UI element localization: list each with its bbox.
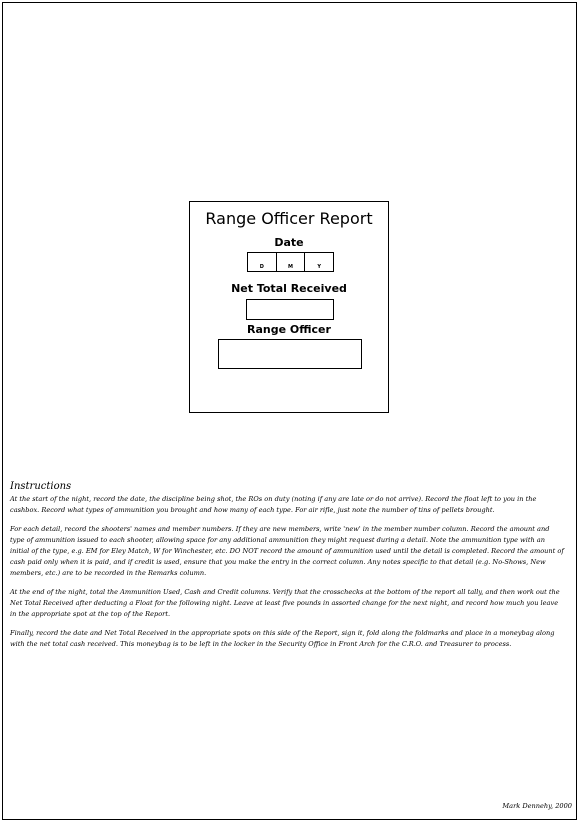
date-month-label: M	[288, 264, 293, 270]
instructions-paragraph: At the start of the night, record the date, the discipline being shot, the ROs on duty (noting if any are late or do not arrive). Record the float left to you in the cashbox. Record what types of ammunition you brought and how many of each type. For air rifle, just note the number of tins of pellets brought.	[10, 495, 537, 514]
instructions-title: Instructions	[10, 481, 72, 492]
range-officer-label: Range Officer	[247, 323, 331, 336]
instructions-paragraph: Finally, record the date and Net Total Received in the appropriate spots on this side of the Report, sign it, fold along the foldmarks and place in a moneybag along with the net total cash received. This moneybag is to be left in the locker in the Security Office in Front Arch for the C.R.O. and Treasurer to process.	[10, 629, 555, 648]
instructions-paragraph: For each detail, record the shooters' names and member numbers. If they are new members, write 'new' in the member number column. Record the amount and type of ammunition issued to each shooter, allowing space for any additional ammunition they might request during a detail. Note the ammunition type with an initial of the type, e.g. EM for Eley Match, W for Winchester, etc. DO NOT record the amount of ammunition used until the detail is completed. Record the amount of cash paid only when it is paid, and if credit is used, ensure that you make the entry in the correct column. Any notes specific to that detail (e.g. No-Shows, New members, etc.) are to be recorded in the Remarks column.	[10, 525, 564, 577]
date-year-field[interactable]	[304, 253, 333, 271]
date-year-label: Y	[317, 264, 321, 270]
date-field-group[interactable]	[247, 252, 334, 272]
instructions-section	[10, 481, 566, 658]
range-officer-field[interactable]	[218, 339, 362, 369]
date-day-label: D	[259, 264, 264, 270]
net-total-label: Net Total Received	[231, 282, 347, 295]
net-total-field[interactable]	[246, 299, 334, 320]
author-credit: Mark Dennehy, 2000	[502, 802, 572, 810]
instructions-paragraph: At the end of the night, total the Ammunition Used, Cash and Credit columns. Verify that the crosschecks at the bottom of the report all tally, and then work out the Net Total Received after deducting a Float for the following night. Leave at least five pounds in assorted change for the next night, and record how much you leave in the appropriate spot at the top of the Report.	[10, 588, 560, 618]
date-label: Date	[274, 236, 304, 249]
report-title: Range Officer Report	[205, 209, 373, 228]
date-day-field[interactable]	[248, 253, 276, 271]
report-cover-box	[189, 201, 389, 413]
date-month-field[interactable]	[276, 253, 305, 271]
